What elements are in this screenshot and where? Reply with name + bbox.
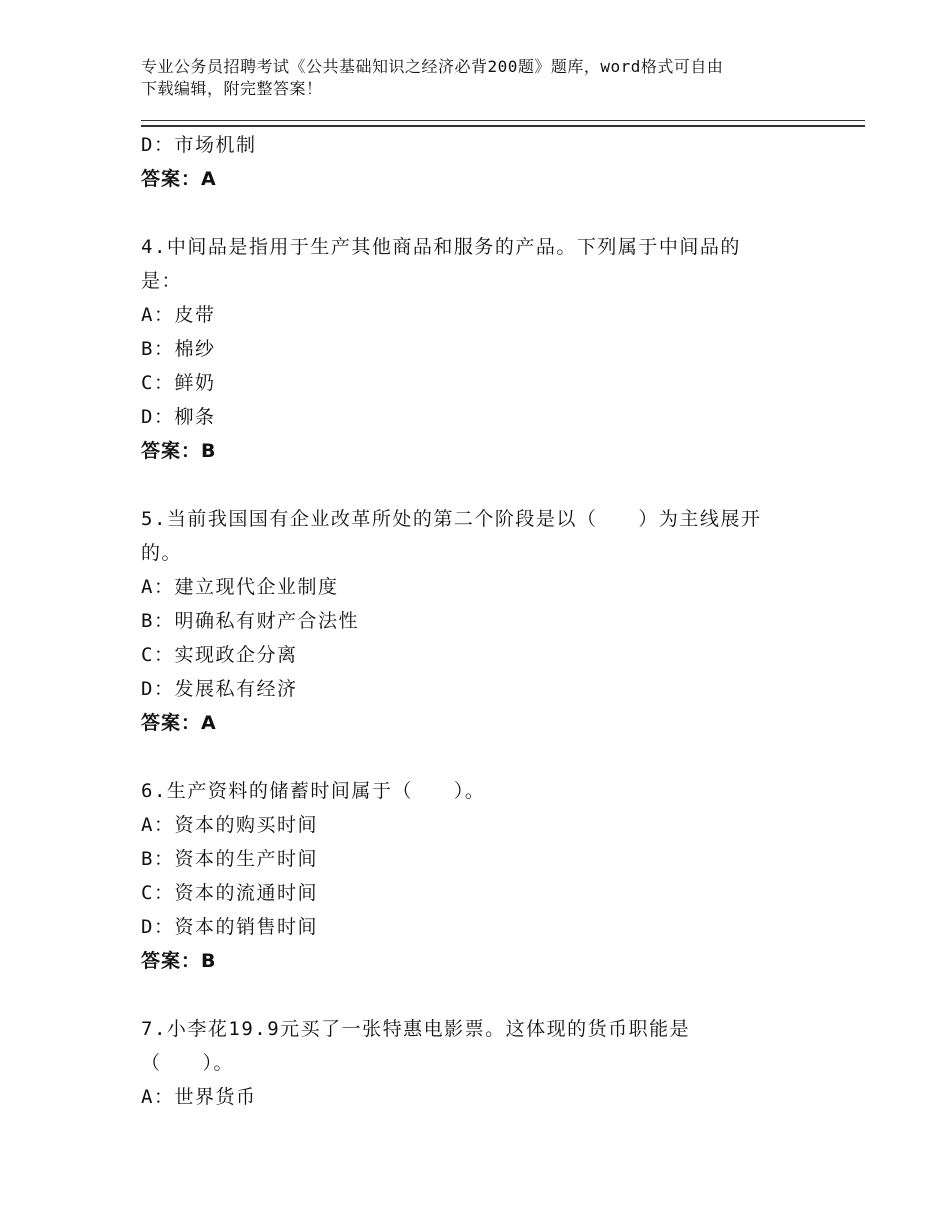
document-header (141, 56, 831, 100)
option-d: D：发展私有经济 (141, 678, 298, 700)
question-5 (141, 502, 821, 740)
question-stem: 5.当前我国国有企业改革所处的第二个阶段是以（ ）为主线展开 (141, 508, 762, 530)
q3-answer: 答案：A (141, 168, 217, 190)
question-stem: 6.生产资料的储蓄时间属于（ ）。 (141, 780, 486, 802)
question-4 (141, 230, 821, 468)
spacer (141, 978, 821, 1012)
answer: 答案：B (141, 950, 217, 972)
option-b: B：明确私有财产合法性 (141, 610, 359, 632)
option-c: C：鲜奶 (141, 372, 216, 394)
question-stem-cont: （ ）。 (141, 1052, 235, 1074)
answer: 答案：A (141, 712, 217, 734)
option-d: D：柳条 (141, 406, 216, 428)
question-6 (141, 774, 821, 978)
option-b: B：资本的生产时间 (141, 848, 318, 870)
question-7 (141, 1012, 821, 1114)
option-a: A：建立现代企业制度 (141, 576, 339, 598)
question-stem-cont: 的。 (141, 542, 183, 564)
question-stem: 4.中间品是指用于生产其他商品和服务的产品。下列属于中间品的 (141, 236, 741, 258)
document-body (141, 128, 821, 1114)
option-a: A：资本的购买时间 (141, 814, 318, 836)
header-line-2: 下载编辑，附完整答案！ (141, 79, 323, 98)
option-b: B：棉纱 (141, 338, 216, 360)
spacer (141, 196, 821, 230)
answer: 答案：B (141, 440, 217, 462)
question-stem-cont: 是： (141, 270, 183, 292)
header-line-1: 专业公务员招聘考试《公共基础知识之经济必背200题》题库，word格式可自由 (141, 57, 724, 76)
q3-option-d: D：市场机制 (141, 134, 257, 156)
spacer (141, 740, 821, 774)
option-c: C：实现政企分离 (141, 644, 298, 666)
option-c: C：资本的流通时间 (141, 882, 318, 904)
option-d: D：资本的销售时间 (141, 916, 318, 938)
spacer (141, 468, 821, 502)
option-a: A：世界货币 (141, 1086, 257, 1108)
option-a: A：皮带 (141, 304, 216, 326)
header-divider (141, 120, 865, 127)
question-stem: 7.小李花19.9元买了一张特惠电影票。这体现的货币职能是 (141, 1018, 691, 1040)
